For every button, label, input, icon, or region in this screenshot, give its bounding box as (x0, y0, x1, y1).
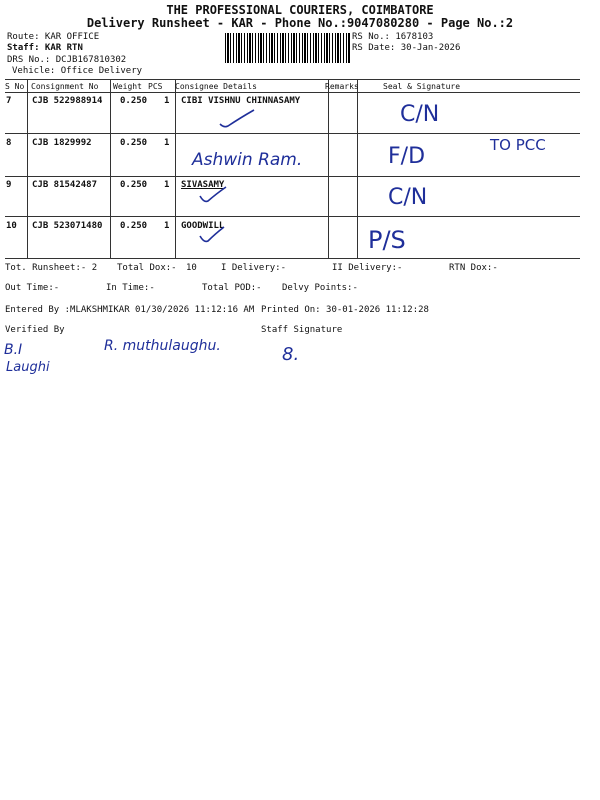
seal-handwriting: C/N (388, 185, 428, 210)
row-pcs: 1 (164, 180, 170, 190)
rtn-dox: RTN Dox:- (449, 263, 498, 273)
row-sno: 7 (6, 96, 12, 106)
row-divider (5, 216, 580, 217)
staff-signature-label: Staff Signature (261, 325, 343, 335)
column-divider (328, 79, 329, 258)
row-consignment: CJB 1829992 (32, 138, 92, 148)
total-pod: Total POD:- (202, 283, 262, 293)
staff-label: Staff: KAR RTN (7, 43, 83, 53)
out-time: Out Time:- (5, 283, 60, 293)
in-time: In Time:- (106, 283, 155, 293)
row-consignee: SIVASAMY (181, 180, 225, 190)
table-header-rule (5, 92, 580, 93)
row-pcs: 1 (164, 221, 170, 231)
route-label: Route: KAR OFFICE (7, 32, 100, 42)
row-pcs: 1 (164, 138, 170, 148)
column-divider (110, 79, 111, 258)
row-divider (5, 133, 580, 134)
total-dox-value: 10 (186, 263, 197, 273)
ii-delivery: II Delivery:- (332, 263, 403, 273)
entered-by: Entered By :MLAKSHMIKAR 01/30/2026 11:12:16 AM (5, 305, 255, 315)
row-pcs: 1 (164, 96, 170, 106)
col-header-remarks: Remarks (325, 82, 359, 91)
remark-handwriting: TO PCC (490, 136, 546, 154)
row-sno: 10 (6, 221, 17, 231)
checkmark-icon (218, 108, 258, 130)
rs-date: RS Date: 30-Jan-2026 (352, 43, 461, 53)
col-header-pcs: PCS (148, 82, 163, 91)
col-header-consignee: Consignee Details (175, 82, 257, 91)
total-dox-label: Total Dox:- (117, 263, 177, 273)
row-divider (5, 176, 580, 177)
verifier-signature-handwriting: R. muthulaughu. (104, 338, 221, 354)
verified-by-label: Verified By (5, 325, 65, 335)
col-header-consignment: Consignment No (31, 82, 99, 91)
seal-handwriting: C/N (400, 102, 440, 127)
runsheet-barcode (225, 33, 350, 63)
total-runsheet: Tot. Runsheet:- 2 (5, 263, 98, 273)
runsheet-subtitle: Delivery Runsheet - KAR - Phone No.:9047080280 - Page No.:2 (86, 16, 514, 30)
seal-handwriting: F/D (388, 144, 426, 169)
verifier-name-handwriting: Laughi (6, 360, 50, 375)
row-sno: 8 (6, 138, 12, 148)
col-header-sno: S No (5, 82, 25, 91)
row-consignee: GOODWILL (181, 221, 225, 231)
table-top-rule (5, 79, 580, 80)
i-delivery: I Delivery:- (221, 263, 287, 273)
row-consignment: CJB 522988914 (32, 96, 103, 106)
row-sno: 9 (6, 180, 12, 190)
row-consignment: CJB 523071480 (32, 221, 103, 231)
verifier-initials-handwriting: B.I (4, 342, 23, 358)
company-title: THE PROFESSIONAL COURIERS, COIMBATORE (166, 3, 434, 17)
checkmark-icon (198, 224, 228, 246)
row-weight: 0.250 (120, 138, 148, 148)
row-weight: 0.250 (120, 96, 148, 106)
column-divider (175, 79, 176, 258)
checkmark-icon (198, 184, 230, 206)
staff-signature-handwriting: 8. (282, 344, 300, 365)
col-header-seal: Seal & Signature (383, 82, 461, 91)
rs-number: RS No.: 1678103 (352, 32, 434, 42)
column-divider (357, 79, 358, 258)
seal-handwriting: P/S (368, 226, 406, 254)
delivery-points: Delvy Points:- (282, 283, 358, 293)
printed-on: Printed On: 30-01-2026 11:12:28 (261, 305, 429, 315)
row-weight: 0.250 (120, 221, 148, 231)
row-consignee: CIBI VISHNU CHINNASAMY (181, 96, 301, 106)
row-consignment: CJB 81542487 (32, 180, 98, 190)
row-weight: 0.250 (120, 180, 148, 190)
drs-number: DRS No.: DCJB167810302 (7, 55, 127, 65)
col-header-weight: Weight (113, 82, 142, 91)
consignee-handwriting: Ashwin Ram. (192, 150, 303, 170)
vehicle-label: Vehicle: Office Delivery (12, 66, 143, 76)
table-bottom-rule (5, 258, 580, 259)
column-divider (27, 79, 28, 258)
